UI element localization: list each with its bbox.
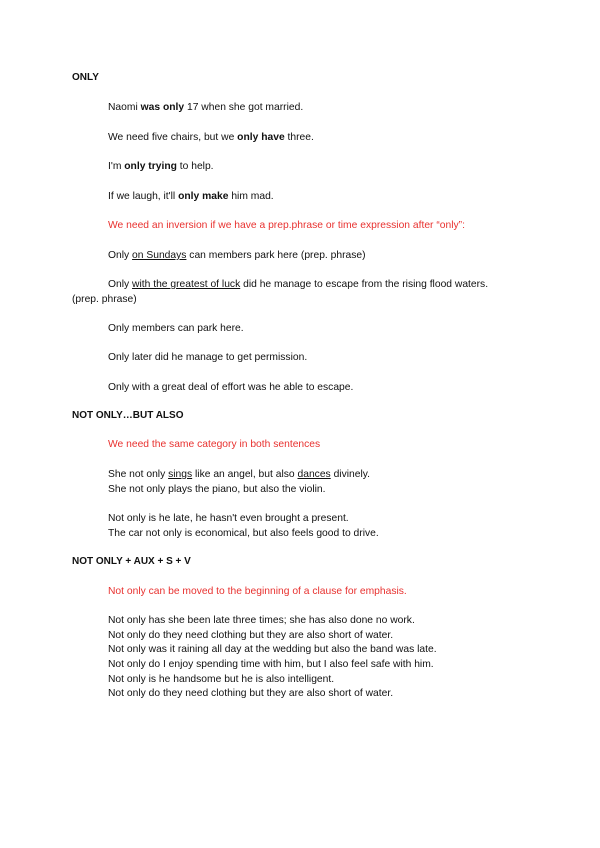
text: can members park here (prep. phrase) [186,250,366,261]
only-example-5: Only with a great deal of effort was he able to escape. [108,382,354,393]
only-line-2 [108,131,314,144]
not-only-line-2: She not only plays the piano, but also the violin. [108,484,326,495]
aux-rule: Not only can be moved to the beginning of a clause for emphasis. [108,586,407,597]
only-line-4 [108,190,274,203]
underlined-text: with the greatest of luck [132,279,241,290]
not-only-rule: We need the same category in both sentences [108,439,321,450]
only-example-2-cont: (prep. phrase) [72,294,137,305]
only-example-4: Only later did he manage to get permission. [108,352,308,363]
aux-line: Not only do I enjoy spending time with him, but I also feel safe with him. [108,659,434,670]
text: to help. [176,161,214,172]
aux-line: Not only do they need clothing but they are also short of water. [108,630,394,641]
text: Only [108,279,133,290]
only-example-3: Only members can park here. [108,323,244,334]
not-only-line-3: Not only is he late, he hasn't even brought a present. [108,513,349,524]
aux-line: Not only has she been late three times; she has also done no work. [108,615,415,626]
text: like an angel, but also [192,469,298,480]
not-only-line-4: The car not only is economical, but also feels good to drive. [108,528,379,539]
text: Naomi [108,102,141,113]
underlined-text: sings [168,469,193,480]
not-only-line-1 [108,468,370,481]
aux-line: Not only is he handsome but he is also intelligent. [108,674,335,685]
underlined-text: dances [297,469,331,480]
text: We need five chairs, but we [108,132,238,143]
bold-text: was only [140,102,185,113]
text: him mad. [228,191,274,202]
bold-text: only make [178,191,229,202]
heading-not-only-but-also: NOT ONLY…BUT ALSO [72,410,184,421]
aux-line: Not only was it raining all day at the wedding but also the band was late. [108,644,437,655]
bold-text: only trying [124,161,177,172]
only-line-3 [108,160,214,173]
only-example-2 [108,278,488,291]
text: three. [284,132,314,143]
only-example-1 [108,249,366,262]
text: I'm [108,161,125,172]
only-inversion-rule: We need an inversion if we have a prep.phrase or time expression after “only”: [108,220,465,231]
text: If we laugh, it'll [108,191,179,202]
heading-only: ONLY [72,72,99,83]
text: Only [108,250,133,261]
text: divinely. [330,469,371,480]
text: She not only [108,469,169,480]
aux-line: Not only do they need clothing but they are also short of water. [108,688,394,699]
text: 17 when she got married. [184,102,304,113]
only-line-1 [108,101,303,114]
underlined-text: on Sundays [132,250,187,261]
heading-not-only-aux: NOT ONLY + AUX + S + V [72,556,191,567]
text: did he manage to escape from the rising flood waters. [240,279,489,290]
bold-text: only have [237,132,285,143]
